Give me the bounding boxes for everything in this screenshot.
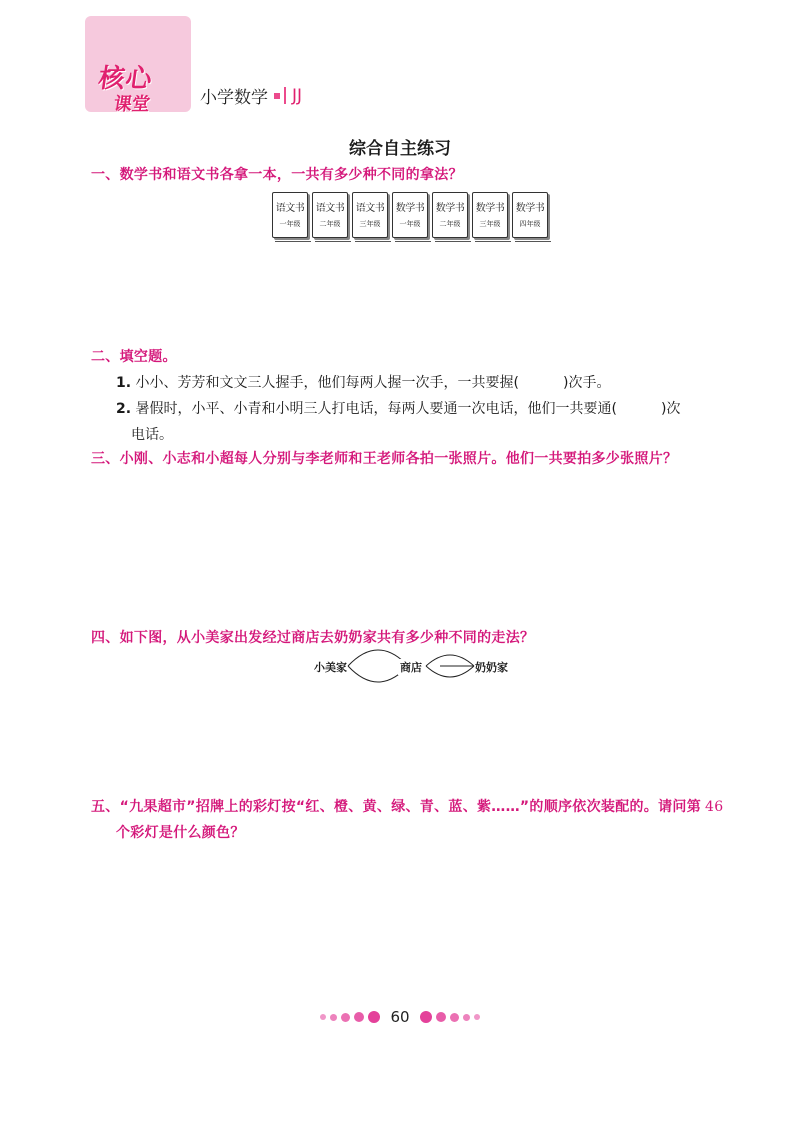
dot-icon bbox=[420, 1011, 432, 1023]
dot-icon bbox=[354, 1012, 364, 1022]
page-footer bbox=[0, 1008, 800, 1026]
fill-item-2-cont: 电话。 bbox=[131, 427, 173, 443]
question-1: 一、数学书和语文书各拿一本，一共有多少种不同的拿法？ bbox=[91, 167, 463, 183]
logo-text-top: 核心 bbox=[96, 64, 155, 94]
question-2: 二、填空题。 bbox=[91, 349, 177, 365]
separator-square-icon bbox=[274, 93, 280, 99]
book-icon: 数学书 一年级 bbox=[392, 192, 428, 238]
question-5-cont: 个彩灯是什么颜色？ bbox=[116, 825, 245, 841]
dot-icon bbox=[341, 1013, 350, 1022]
dot-icon bbox=[463, 1014, 470, 1021]
dot-icon bbox=[436, 1012, 446, 1022]
fill-item-1: 1. 小小、芳芳和文文三人握手，他们每两人握一次手，一共要握( )次手。 bbox=[116, 375, 611, 391]
header-subject-line bbox=[200, 83, 302, 108]
dot-icon bbox=[320, 1014, 326, 1020]
book-icon: 数学书 二年级 bbox=[432, 192, 468, 238]
dot-icon bbox=[368, 1011, 380, 1023]
page-title: 综合自主练习 bbox=[349, 139, 451, 159]
dot-icon bbox=[450, 1013, 459, 1022]
dot-icon bbox=[474, 1014, 480, 1020]
place-label-home: 小美家 bbox=[314, 661, 347, 674]
edition-label: JJ bbox=[292, 85, 303, 106]
subject-label: 小学数学 bbox=[200, 88, 268, 108]
question-3: 三、小刚、小志和小超每人分别与李老师和王老师各拍一张照片。他们一共要拍多少张照片？ bbox=[91, 451, 678, 467]
question-5: 五、“九果超市”招牌上的彩灯按“红、橙、黄、绿、青、蓝、紫……”的顺序依次装配的。请问第 46 bbox=[91, 799, 724, 815]
fill-item-2: 2. 暑假时，小平、小青和小明三人打电话，每两人要通一次电话，他们一共要通( )次 bbox=[116, 401, 681, 417]
book-icon: 语文书 三年级 bbox=[352, 192, 388, 238]
route-path-b-bottom bbox=[426, 666, 474, 677]
place-label-grandma: 奶奶家 bbox=[475, 661, 508, 674]
logo-text-bottom: 课堂 bbox=[112, 94, 152, 115]
book-icon: 语文书 二年级 bbox=[312, 192, 348, 238]
route-path-b-top bbox=[426, 655, 474, 666]
separator-bar-icon bbox=[284, 87, 286, 104]
book-icon: 数学书 四年级 bbox=[512, 192, 548, 238]
page-number: 60 bbox=[390, 1008, 410, 1026]
route-diagram bbox=[300, 638, 530, 694]
place-label-shop: 商店 bbox=[400, 661, 422, 674]
book-icon: 数学书 三年级 bbox=[472, 192, 508, 238]
question-4: 四、如下图，从小美家出发经过商店去奶奶家共有多少种不同的走法？ bbox=[91, 630, 535, 646]
book-icon: 语文书 一年级 bbox=[272, 192, 308, 238]
book-row bbox=[272, 192, 548, 238]
dot-icon bbox=[330, 1014, 337, 1021]
